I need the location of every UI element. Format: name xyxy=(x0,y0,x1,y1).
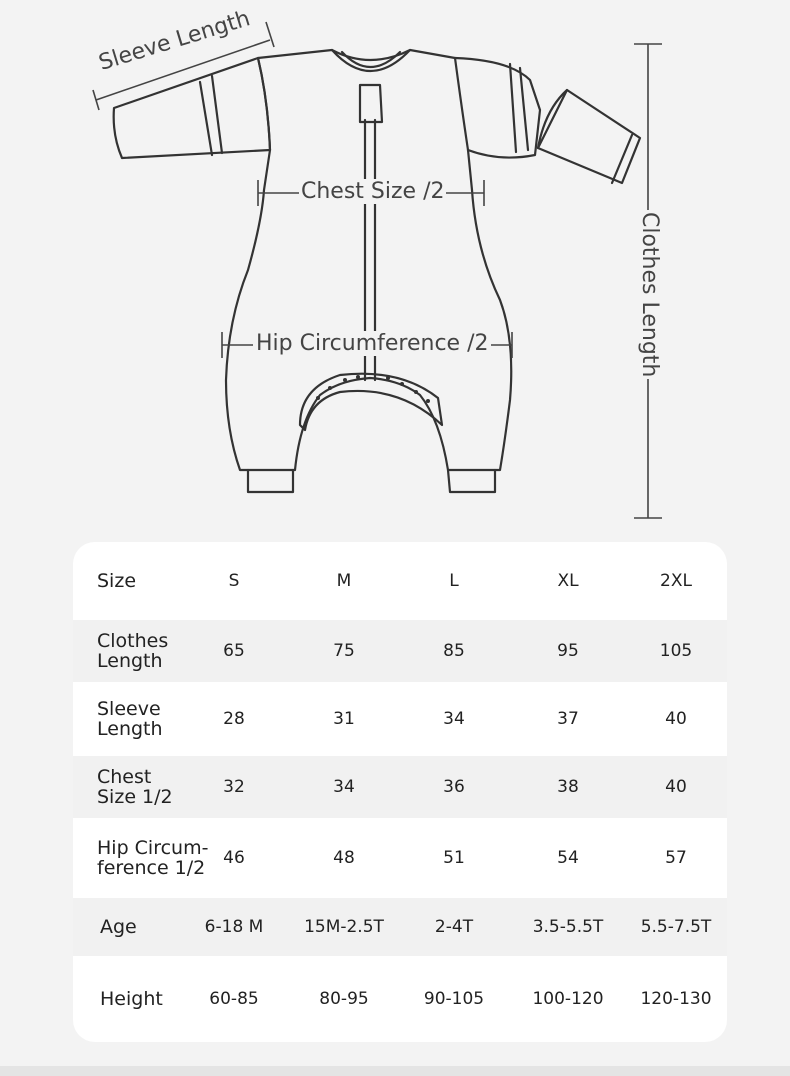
table-cell: 40 xyxy=(665,777,687,797)
row-label: Age xyxy=(100,916,137,938)
table-row xyxy=(73,756,727,818)
table-cell: 105 xyxy=(659,641,693,661)
table-row xyxy=(73,956,727,1042)
table-cell: 32 xyxy=(223,777,245,797)
table-cell: 34 xyxy=(443,709,465,729)
row-label: Chest Size 1/2 xyxy=(97,766,173,808)
left-sleeve xyxy=(114,58,270,158)
table-cell: 57 xyxy=(665,848,687,868)
table-cell: 95 xyxy=(557,641,579,661)
table-cell: 40 xyxy=(665,709,687,729)
table-cell: 75 xyxy=(333,641,355,661)
table-cell: 34 xyxy=(333,777,355,797)
bottom-divider xyxy=(0,1066,790,1076)
table-cell: 36 xyxy=(443,777,465,797)
table-cell: 65 xyxy=(223,641,245,661)
table-header-row xyxy=(73,542,727,620)
body-outline xyxy=(226,50,511,470)
table-cell: 37 xyxy=(557,709,579,729)
row-label: Clothes Length xyxy=(97,630,169,672)
table-cell: 48 xyxy=(333,848,355,868)
table-row xyxy=(73,818,727,898)
table-cell: 85 xyxy=(443,641,465,661)
table-cell: 6-18 M xyxy=(204,917,264,937)
chest-size-label: Chest Size /2 xyxy=(301,179,445,204)
row-label: Hip Circum- ference 1/2 xyxy=(97,837,209,879)
size-column-header: S xyxy=(228,571,240,591)
table-row xyxy=(73,682,727,756)
table-cell: 38 xyxy=(557,777,579,797)
size-column-header: 2XL xyxy=(660,571,692,591)
row-label: Sleeve Length xyxy=(97,698,163,740)
row-label: Height xyxy=(100,988,163,1010)
table-cell: 46 xyxy=(223,848,245,868)
clothes-length-label: Clothes Length xyxy=(637,212,662,378)
size-column-header: M xyxy=(336,571,352,591)
table-row xyxy=(73,620,727,682)
table-cell: 100-120 xyxy=(532,989,604,1009)
table-cell: 90-105 xyxy=(423,989,485,1009)
table-cell: 28 xyxy=(223,709,245,729)
size-column-header: L xyxy=(449,571,459,591)
table-cell: 51 xyxy=(443,848,465,868)
hip-circumference-label: Hip Circumference /2 xyxy=(253,331,491,356)
table-cell: 60-85 xyxy=(209,989,259,1009)
table-cell: 54 xyxy=(557,848,579,868)
table-cell: 31 xyxy=(333,709,355,729)
table-cell: 80-95 xyxy=(319,989,369,1009)
table-cell: 120-130 xyxy=(640,989,712,1009)
size-header-label: Size xyxy=(97,570,137,592)
table-cell: 3.5-5.5T xyxy=(532,917,604,937)
sleeve-length-label: Sleeve Length xyxy=(96,6,254,76)
size-chart-table xyxy=(73,542,727,1042)
size-column-header: XL xyxy=(557,571,579,591)
table-row xyxy=(73,898,727,956)
table-cell: 2-4T xyxy=(434,917,474,937)
table-cell: 15M-2.5T xyxy=(304,917,384,937)
table-cell: 5.5-7.5T xyxy=(640,917,712,937)
